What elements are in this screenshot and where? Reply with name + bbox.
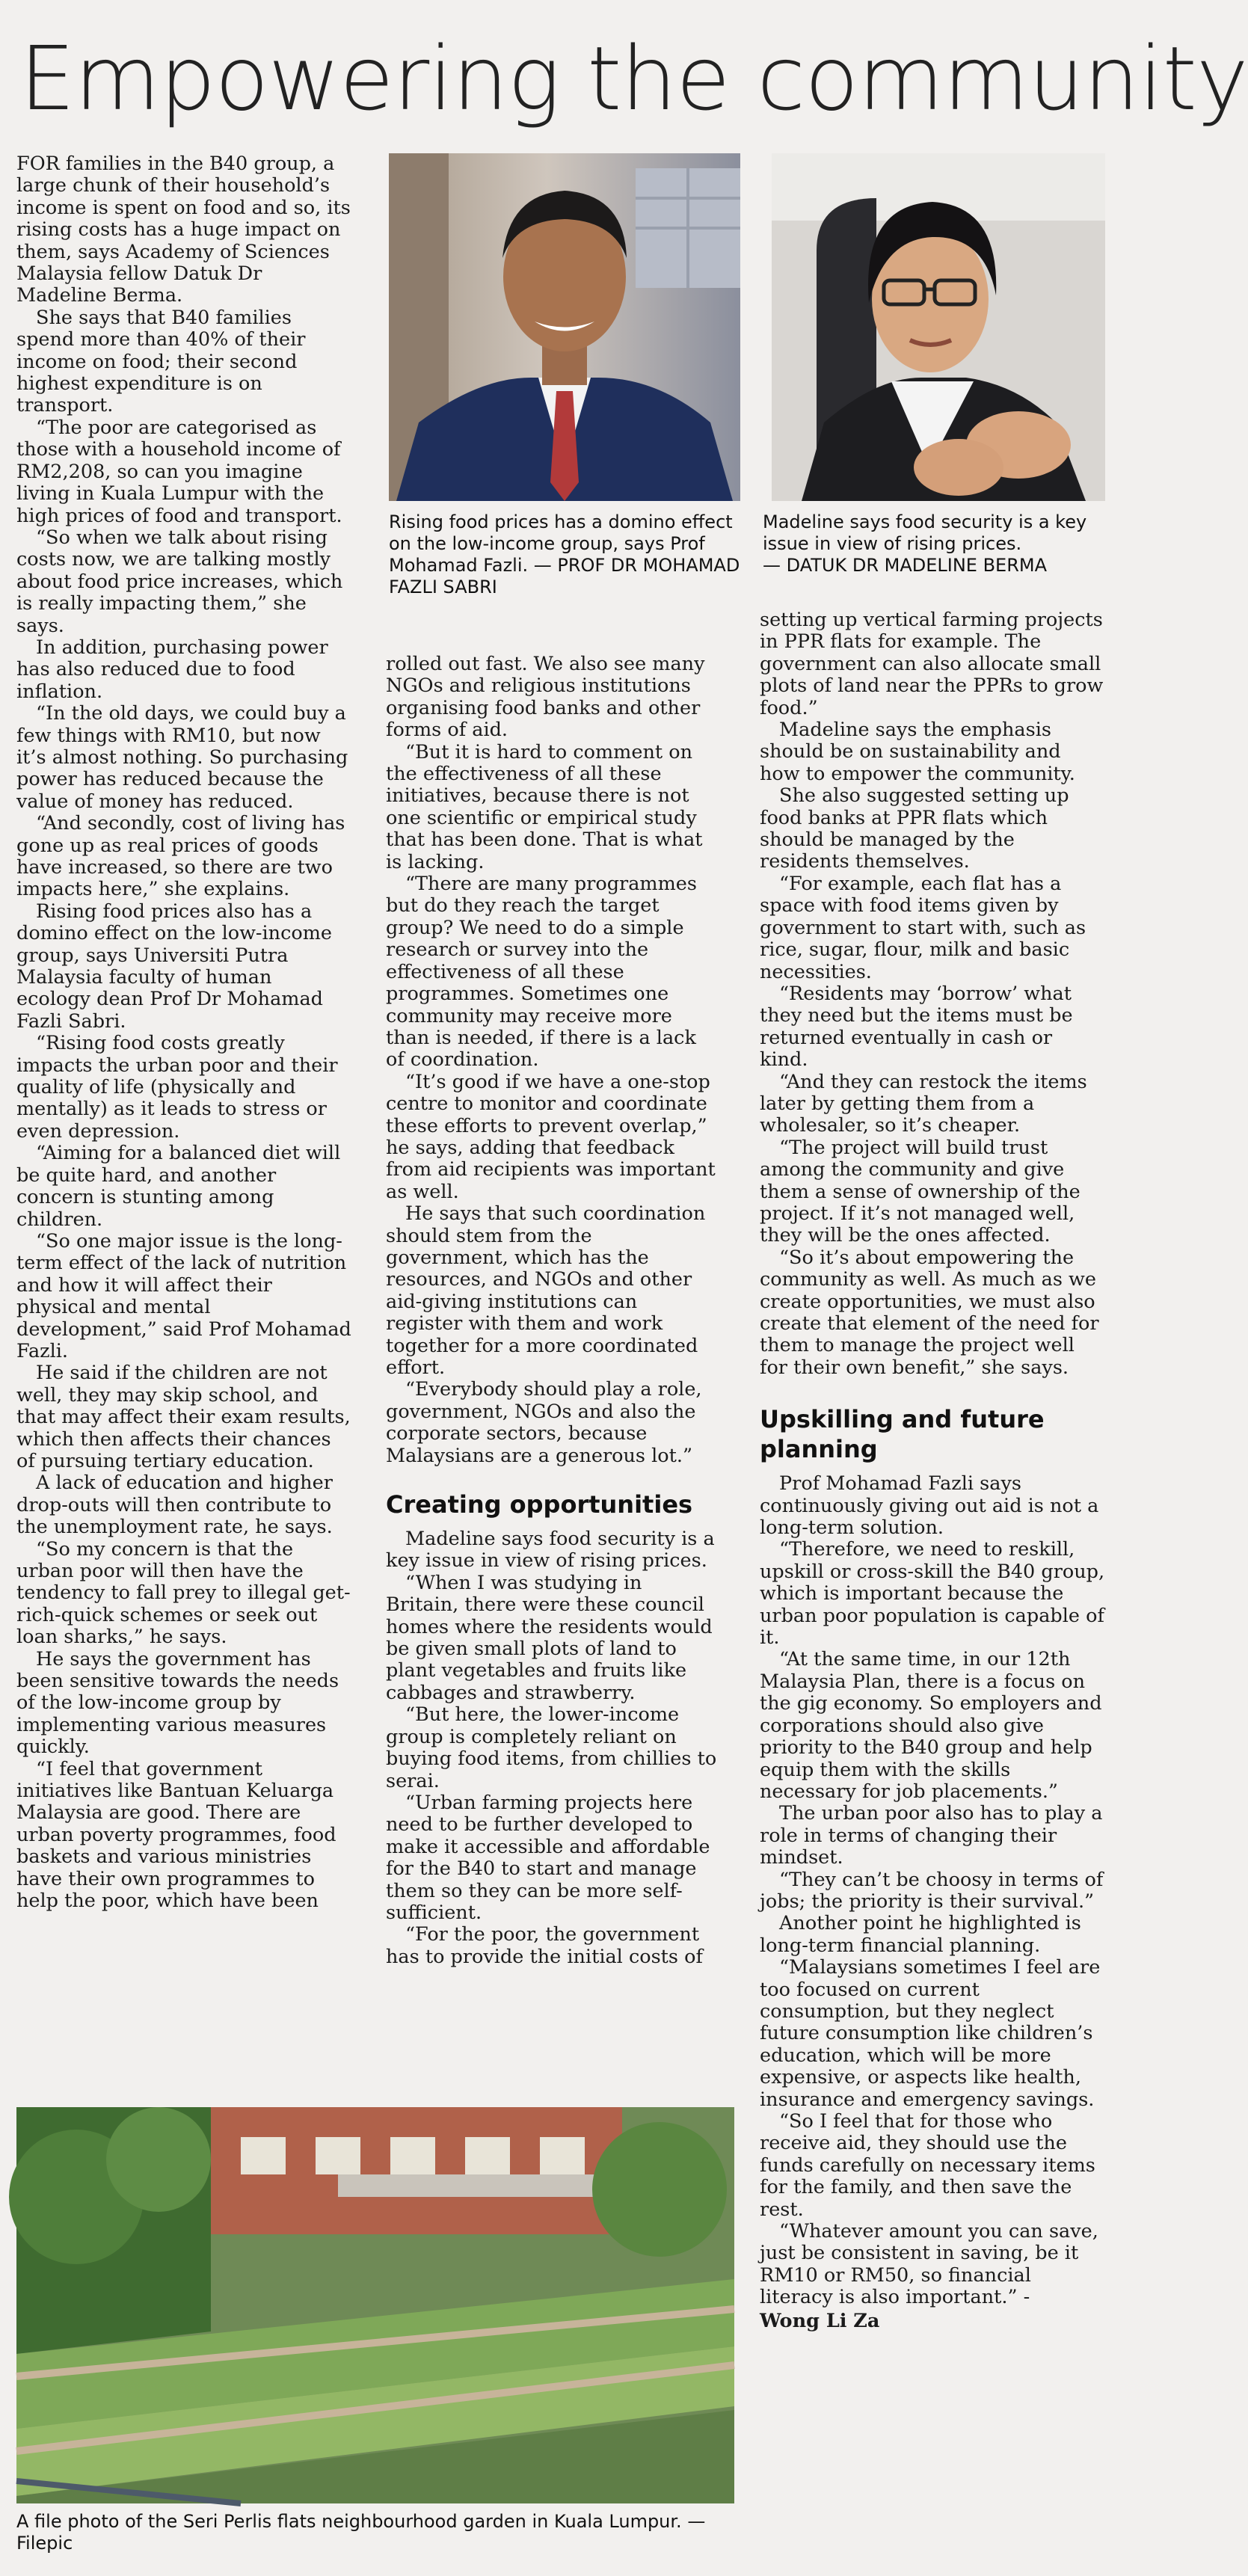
paragraph: Rising food prices also has a domino effect on the low-income group, says Universiti Putra Malaysia faculty of human ecology dean Prof Dr Mohamad Fazli Sabri. bbox=[16, 900, 333, 1033]
portrait-man-image bbox=[389, 153, 740, 501]
paragraph: “Malaysians sometimes I feel are too focused on current consumption, but they neglect future consumption like children’s education, which will be more expensive, or aspects like health, insurance and emergency savings. bbox=[760, 1956, 1101, 2111]
paragraph: setting up vertical farming projects in PPR flats for example. The government can also allocate small plots of land near the PPRs to grow food.” bbox=[760, 609, 1104, 719]
paragraph: “At the same time, in our 12th Malaysia Plan, there is a focus on the gig economy. So employers and corporations should also give priority to the B40 group and help equip them with the skills necessary for job placements.” bbox=[760, 1648, 1102, 1803]
article-column-3 bbox=[760, 609, 1105, 2535]
photo2-caption-text: Madeline says food security is a key issue in view of rising prices. bbox=[763, 511, 1087, 554]
paragraph: “So my concern is that the urban poor will then have the tendency to fall prey to illegal get-rich-quick schemes or seek out loan sharks,” he says. bbox=[16, 1537, 351, 1649]
byline: Wong Li Za bbox=[760, 2309, 880, 2332]
photo2-caption bbox=[763, 511, 1108, 577]
paragraph: rolled out fast. We also see many NGOs and religious institutions organising food banks and other forms of aid. bbox=[386, 653, 705, 742]
paragraph: Madeline says food security is a key issue in view of rising prices. bbox=[386, 1528, 715, 1573]
paragraph: The urban poor also has to play a role in terms of changing their mindset. bbox=[760, 1802, 1103, 1869]
paragraph: “For example, each flat has a space with food items given by government to start with, such as rice, sugar, flour, milk and basic necessities. bbox=[760, 872, 1086, 983]
paragraph: “Rising food costs greatly impacts the urban poor and their quality of life (physically and mentally) as it leads to stress or even depression. bbox=[16, 1032, 338, 1143]
paragraph: “But it is hard to comment on the effectiveness of all these initiatives, because there is not one scientific or empirical study that has been done. That is what is lacking. bbox=[386, 740, 703, 873]
paragraph: “So I feel that for those who receive aid, they should use the funds carefully on necessary items for the family, and then save the rest. bbox=[760, 2110, 1095, 2221]
paragraph: “It’s good if we have a one-stop centre to monitor and coordinate these efforts to prevent overlap,” he says, adding that feedback from aid recipients was important as well. bbox=[386, 1070, 716, 1203]
paragraph: “Aiming for a balanced diet will be quite hard, and another concern is stunting among children. bbox=[16, 1142, 341, 1231]
paragraph: “I feel that government initiatives like Bantuan Keluarga Malaysia are good. There are urban poverty programmes, food baskets and various ministries have their own programmes to help the poor, which have been bbox=[16, 1757, 336, 1913]
paragraph: “And secondly, cost of living has gone up as real prices of goods have increased, so there are two impacts here,” she explains. bbox=[16, 812, 345, 901]
article-column-2 bbox=[386, 654, 719, 2093]
paragraph: “Residents may ‘borrow’ what they need but the items must be returned eventually in cash or kind. bbox=[760, 982, 1073, 1072]
paragraph: He says the government has been sensitive towards the needs of the low-income group by implementing various measures quickly. bbox=[16, 1647, 339, 1759]
subheading-upskilling: Upskilling and future planning bbox=[760, 1405, 1045, 1464]
paragraph: “When I was studying in Britain, there were these council homes where the residents would be given small plots of land to plant vegetables and fruits like cabbages and strawberry. bbox=[386, 1571, 713, 1704]
paragraph: “Whatever amount you can save, just be consistent in saving, be it RM10 or RM50, so financial literacy is also important.” - bbox=[760, 2220, 1098, 2309]
paragraph: Madeline says the emphasis should be on sustainability and how to empower the community. bbox=[760, 719, 1075, 785]
paragraph: “So when we talk about rising costs now, we are talking mostly about food price increases, which is really impacting them,” she says. bbox=[16, 526, 343, 637]
article-column-1 bbox=[16, 153, 351, 2023]
paragraph: “Urban farming projects here need to be further developed to make it accessible and affordable for the B40 to start and manage them so they can be more self-sufficient. bbox=[386, 1791, 710, 1924]
photo1-caption-text: Rising food prices has a domino effect on the low-income group, says Prof Mohamad Fazli. — bbox=[389, 511, 733, 576]
paragraph: “So it’s about empowering the community as well. As much as we create opportunities, we must also create that element of the need for them to manage the project well for their own benefit,” she says. bbox=[760, 1246, 1099, 1379]
paragraph: “The project will build trust among the community and give them a sense of ownership of the project. If it’s not managed well, they will be the ones affected. bbox=[760, 1136, 1081, 1247]
paragraph: “The poor are categorised as those with a household income of RM2,208, so can you imagine living in Kuala Lumpur with the high prices of food and transport. bbox=[16, 416, 342, 527]
portrait-woman-image bbox=[772, 153, 1105, 501]
paragraph: She says that B40 families spend more than 40% of their income on food; their second highest expenditure is on transport. bbox=[16, 306, 306, 417]
photo1-caption bbox=[389, 511, 740, 598]
paragraph: FOR families in the B40 group, a large chunk of their household’s income is spent on food and so, its rising costs has a huge impact on them, says Academy of Sciences Malaysia fellow Datuk Dr Madeline Berma. bbox=[16, 153, 351, 307]
paragraph: A lack of education and higher drop-outs will then contribute to the unemployment rate, he says. bbox=[16, 1472, 333, 1539]
paragraph: “Therefore, we need to reskill, upskill or cross-skill the B40 group, which is important because the urban poor population is capable of it. bbox=[760, 1538, 1105, 1650]
photo2-credit: — DATUK DR MADELINE BERMA bbox=[763, 555, 1048, 576]
paragraph: “And they can restock the items later by getting them from a wholesaler, so it’s cheaper. bbox=[760, 1070, 1087, 1137]
photo-garden bbox=[16, 2107, 734, 2503]
paragraph: She also suggested setting up food banks at PPR flats which should be managed by the residents themselves. bbox=[760, 784, 1069, 873]
paragraph: Prof Mohamad Fazli says continuously giving out aid is not a long-term solution. bbox=[760, 1472, 1099, 1540]
paragraph: “Everybody should play a role, government, NGOs and also the corporate sectors, because Malaysians are a generous lot.” bbox=[386, 1378, 702, 1467]
photo-madeline-berma bbox=[772, 153, 1105, 501]
photo1-credit: PROF DR MOHAMAD FAZLI SABRI bbox=[389, 555, 740, 597]
paragraph: “There are many programmes but do they reach the target group? We need to do a simple research or survey into the effectiveness of all these programmes. Sometimes one community may receive more than is needed, if there is a lack of coordination. bbox=[386, 873, 697, 1072]
subheading-creating-opportunities: Creating opportunities bbox=[386, 1490, 693, 1519]
paragraph: He said if the children are not well, they may skip school, and that may affect their exam results, which then affects their chances of pursuing tertiary education. bbox=[16, 1362, 351, 1472]
paragraph: “For the poor, the government has to provide the initial costs of bbox=[386, 1923, 703, 1968]
paragraph: He says that such coordination should stem from the government, which has the resources, and NGOs and other aid-giving institutions can register with them and work together for a more coordinated effort. bbox=[386, 1202, 706, 1379]
paragraph: “So one major issue is the long-term effect of the lack of nutrition and how it will affect their physical and mental development,” said Prof Mohamad Fazli. bbox=[16, 1229, 351, 1362]
paragraph: “But here, the lower-income group is completely reliant on buying food items, from chillies to serai. bbox=[386, 1703, 717, 1792]
paragraph: “They can’t be choosy in terms of jobs; the priority is their survival.” bbox=[760, 1868, 1104, 1913]
photo-prof-fazli bbox=[389, 153, 740, 501]
headline: Empowering the community bbox=[19, 27, 1248, 130]
garden-image bbox=[16, 2107, 734, 2503]
paragraph: In addition, purchasing power has also reduced due to food inflation. bbox=[16, 636, 328, 703]
photo3-caption: A file photo of the Seri Perlis flats neighbourhood garden in Kuala Lumpur. — Filepic bbox=[16, 2511, 706, 2554]
paragraph: “In the old days, we could buy a few things with RM10, but now it’s almost nothing. So purchasing power has reduced because the value of money has reduced. bbox=[16, 702, 348, 813]
paragraph: Another point he highlighted is long-term financial planning. bbox=[760, 1912, 1081, 1957]
